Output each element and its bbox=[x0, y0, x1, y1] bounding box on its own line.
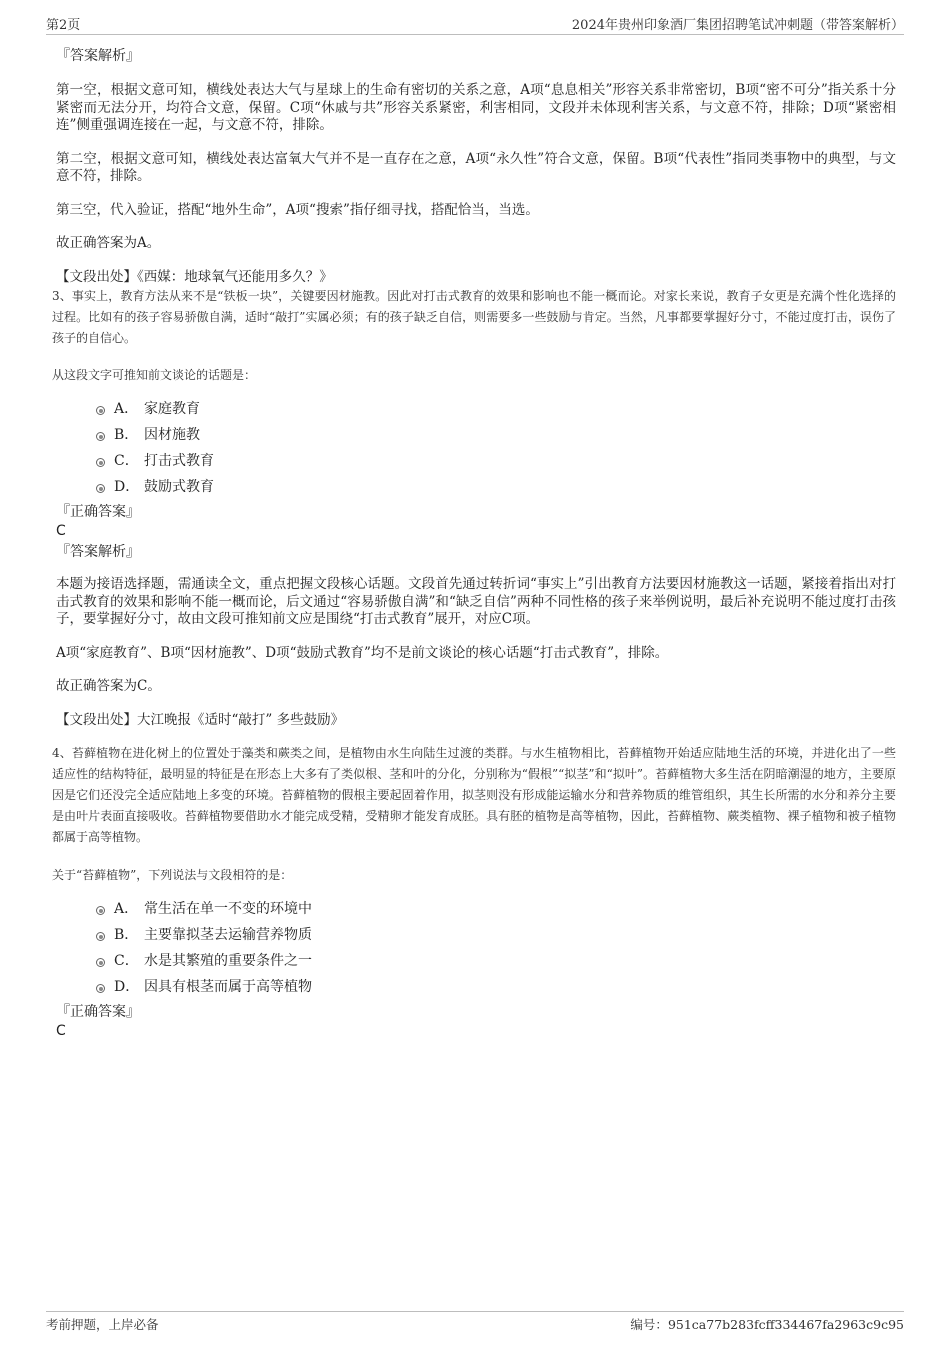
page-number: 第2页 bbox=[46, 18, 81, 33]
question-3-option-d[interactable]: D． 鼓励式教育 bbox=[56, 474, 896, 500]
question-3-option-a[interactable]: A． 家庭教育 bbox=[56, 396, 896, 422]
radio-button-icon[interactable] bbox=[96, 958, 105, 967]
question-3-option-c[interactable]: C． 打击式教育 bbox=[56, 448, 896, 474]
page-content bbox=[52, 44, 896, 1040]
radio-button-icon[interactable] bbox=[96, 906, 105, 915]
document-code bbox=[630, 1315, 904, 1333]
correct-answer-heading: 『正确答案』 bbox=[56, 1004, 140, 1020]
question-3-prompt: 从这段文字可推知前文谈论的话题是： bbox=[52, 368, 257, 382]
radio-button-icon[interactable] bbox=[96, 458, 105, 467]
analysis-conclusion: 故正确答案为A。 bbox=[56, 235, 161, 251]
correct-answer: C bbox=[56, 523, 66, 539]
question-4-text: 4、苔藓植物在进化树上的位置处于藻类和蕨类之间，是植物由水生向陆生过渡的类群。与水生植物相比，苔藓植物开始适应陆地生活的环境，并进化出了一些适应性的结构特征，最明显的特征是在形态上大多有了类似根、茎和叶的分化，分别称为“假根”“拟茎”和“拟叶”。苔藓植物大多生活在阴暗潮湿的地方，主要原因是它们还没完全适应陆地上多变的环境。苔藓植物的假根主要起固着作用，拟茎则没有形成能运输水分和营养物质的维管组织，其生长所需的水分和养分主要是由叶片表面直接吸收。苔藓植物要借助水才能完成受精，受精卵才能发育成胚。具有胚的植物是高等植物，因此，苔藓植物、蕨类植物、裸子植物和被子植物都属于高等植物。 bbox=[52, 746, 896, 844]
footer-slogan: 考前押题，上岸必备 bbox=[46, 1317, 159, 1332]
analysis-paragraph: 本题为接语选择题，需通读全文，重点把握文段核心话题。文段首先通过转折词“事实上”引出教育方法要因材施教这一话题，紧接着指出对打击式教育的效果和影响不能一概而论，后文通过“容易骄傲自满”和“缺乏自信”两种不同性格的孩子来举例说明，最后补充说明不能过度打击孩子，要掌握好分寸，故由文段可推知前文应是围绕“打击式教育”展开，对应C项。 bbox=[56, 576, 896, 627]
correct-answer-heading: 『正确答案』 bbox=[56, 504, 140, 520]
source-citation: 【文段出处】大江晚报《适时“敲打” 多些鼓励》 bbox=[56, 711, 345, 728]
document-title: 2024年贵州印象酒厂集团招聘笔试冲刺题（带答案解析） bbox=[571, 18, 904, 33]
question-4-option-b[interactable]: B． 主要靠拟茎去运输营养物质 bbox=[56, 922, 896, 948]
analysis-paragraph: 第一空，根据文意可知，横线处表达大气与星球上的生命有密切的关系之意，A项“息息相关”形容关系非常密切，B项“密不可分”指关系十分紧密而无法分开，均符合文意，保留。C项“休戚与共”形容关系紧密，利害相同，文段并未体现利害关系，与文意不符，排除；D项“紧密相连”侧重强调连接在一起，与文意不符，排除。 bbox=[56, 82, 896, 133]
radio-button-icon[interactable] bbox=[96, 484, 105, 493]
question-4-option-d[interactable]: D． 因具有根茎而属于高等植物 bbox=[56, 974, 896, 1000]
radio-button-icon[interactable] bbox=[96, 406, 105, 415]
analysis-heading: 『答案解析』 bbox=[56, 544, 140, 560]
analysis-paragraph: 第三空，代入验证，搭配“地外生命”，A项“搜索”指仔细寻找，搭配恰当，当选。 bbox=[56, 201, 539, 218]
question-4-option-a[interactable]: A． 常生活在单一不变的环境中 bbox=[56, 896, 896, 922]
page-footer bbox=[46, 1311, 904, 1336]
question-3-text: 3、事实上，教育方法从来不是“铁板一块”，关键要因材施教。因此对打击式教育的效果和影响也不能一概而论。对家长来说，教育子女更是充满个性化选择的过程。比如有的孩子容易骄傲自满，适时“敲打”实属必须；有的孩子缺乏自信，则需要多一些鼓励与肯定。当然，凡事都要掌握好分寸，不能过度打击，误伤了孩子的自信心。 bbox=[52, 289, 896, 345]
analysis-conclusion: 故正确答案为C。 bbox=[56, 678, 161, 694]
question-4-prompt: 关于“苔藓植物”，下列说法与文段相符的是： bbox=[52, 868, 293, 882]
question-4-options bbox=[56, 896, 896, 1000]
radio-button-icon[interactable] bbox=[96, 432, 105, 441]
analysis-heading: 『答案解析』 bbox=[56, 48, 140, 64]
question-4-option-c[interactable]: C． 水是其繁殖的重要条件之一 bbox=[56, 948, 896, 974]
document-code-value: 951ca77b283fcff334467fa2963c9c95 bbox=[667, 1317, 904, 1332]
question-3-option-b[interactable]: B． 因材施教 bbox=[56, 422, 896, 448]
page-header bbox=[46, 12, 904, 35]
source-citation: 【文段出处】《西媒：地球氧气还能用多久？》 bbox=[56, 268, 333, 285]
correct-answer: C bbox=[56, 1023, 66, 1039]
radio-button-icon[interactable] bbox=[96, 984, 105, 993]
question-3-options bbox=[56, 396, 896, 500]
document-code-label: 编号： bbox=[630, 1317, 668, 1332]
analysis-paragraph: A项“家庭教育”、B项“因材施教”、D项“鼓励式教育”均不是前文谈论的核心话题“打击式教育”，排除。 bbox=[56, 644, 669, 661]
analysis-paragraph: 第二空，根据文意可知，横线处表达富氧大气并不是一直存在之意，A项“永久性”符合文意，保留。B项“代表性”指同类事物中的典型，与文意不符，排除。 bbox=[56, 150, 896, 184]
radio-button-icon[interactable] bbox=[96, 932, 105, 941]
